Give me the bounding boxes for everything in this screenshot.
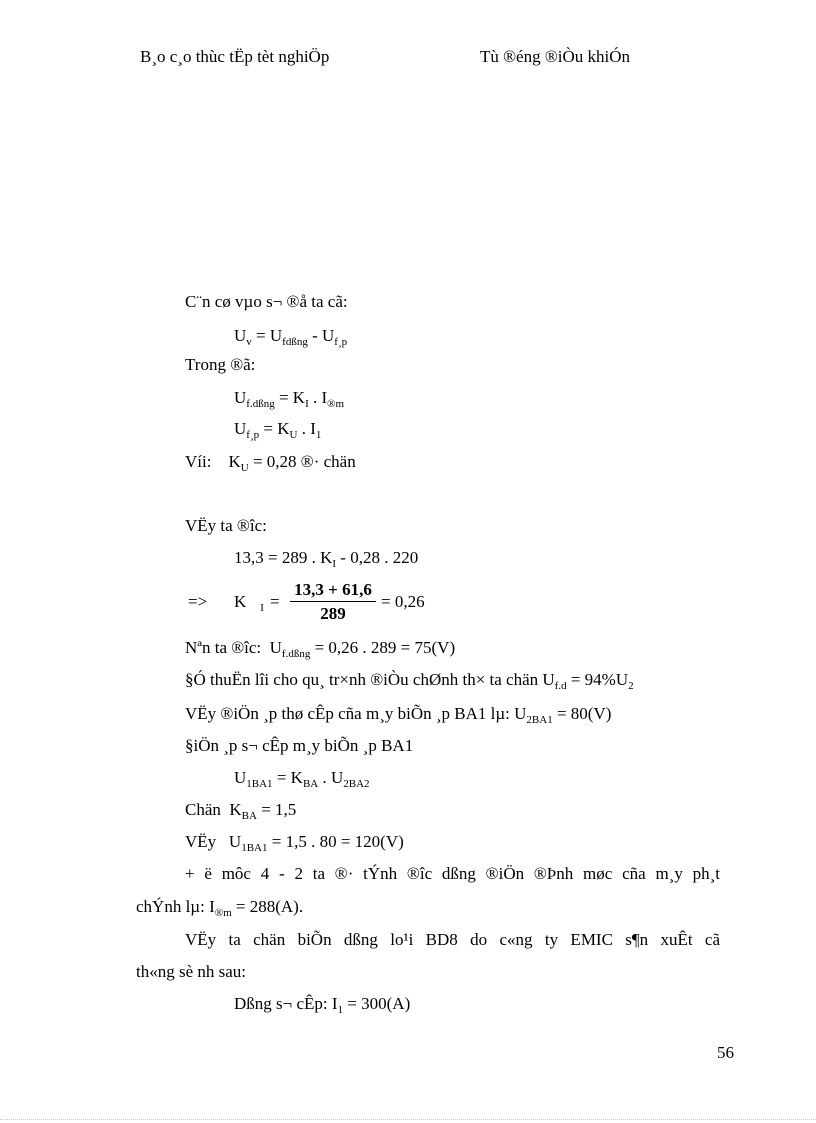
equation-kba: Chän $K_{BA} = 1,5$ (185, 800, 297, 822)
equation-substitution: 13,3 = 289 . $K_I - 0,28$ . 220 (234, 548, 419, 570)
fraction (290, 580, 376, 624)
footer-divider (0, 1119, 816, 1120)
equation-u1ba1: $U_{1BA1} = K_{BA}$ . $U_{2BA2}$ (234, 768, 370, 790)
equation-uf-dong: $U_{f.dßng} = K_I$ . $I_{®m}$ (234, 388, 345, 410)
fraction-denominator: 289 (320, 604, 346, 623)
page-number: 56 (717, 1043, 734, 1062)
implies-arrow: => (188, 592, 208, 611)
header-right: Tù ®éng ®iÒu khiÓn (480, 47, 631, 66)
fraction-bar (290, 601, 376, 602)
equation-ki: K $_I$ = (234, 592, 280, 614)
equation-primary-current: Dßng s¬ cÊp: $I_1 = 300(A)$ (234, 994, 411, 1016)
text-line: + ë môc 4 - 2 ta ®· tÝnh ®îc dßng ®iÖn ®Þnh møc cña m¸y ph¸t (185, 864, 720, 883)
equation-result-uf: Nªn ta ®îc: $U_{f.dßng} = 0,26$ . 289 = 75(V) (185, 638, 456, 660)
text-line: Trong ®ã: (185, 355, 256, 374)
text-line: VËy ta chän biÕn dßng lo¹i BD8 do c«ng ty EMIC s¶n xuÊt cã (185, 930, 720, 949)
fraction-numerator: 13,3 + 61,6 (294, 580, 372, 599)
text-line: §Ó thuËn lîi cho qu¸ tr×nh ®iÒu chØnh th× ta chän $U_{f.d} = 94\%U_2$ (185, 670, 634, 692)
equation-uf-ap: $U_{f¸p} = K_U$ . $I_1$ (234, 419, 322, 441)
text-line: C¨n cø vµo s¬ ®å ta cã: (185, 292, 348, 311)
header-left: B¸o c¸o thùc tËp tèt nghiÖp (140, 47, 330, 66)
text-line: VËy ta ®îc: (185, 516, 267, 535)
equation-ku: Víi: $K_U = 0,28$ ®· chän (185, 452, 356, 474)
equation-uv: $U_v = U_{fdßng} - U_{f¸p}$ (234, 326, 348, 348)
text-line: VËy ®iÖn ¸p thø cÊp cña m¸y biÕn ¸p BA1 lµ: $U_{2BA1} = 80(V)$ (185, 704, 612, 726)
text-line: th«ng sè nh sau: (136, 962, 247, 981)
text-line: §iÖn ¸p s¬ cÊp m¸y biÕn ¸p BA1 (185, 736, 414, 755)
fraction-result: = 0,26 (381, 592, 425, 611)
text-line: chÝnh lµ: $I_{®m} = 288(A)$. (136, 897, 304, 919)
equation-u1ba1-result: VËy $U_{1BA1} = 1,5$ . 80 = 120(V) (185, 832, 404, 854)
